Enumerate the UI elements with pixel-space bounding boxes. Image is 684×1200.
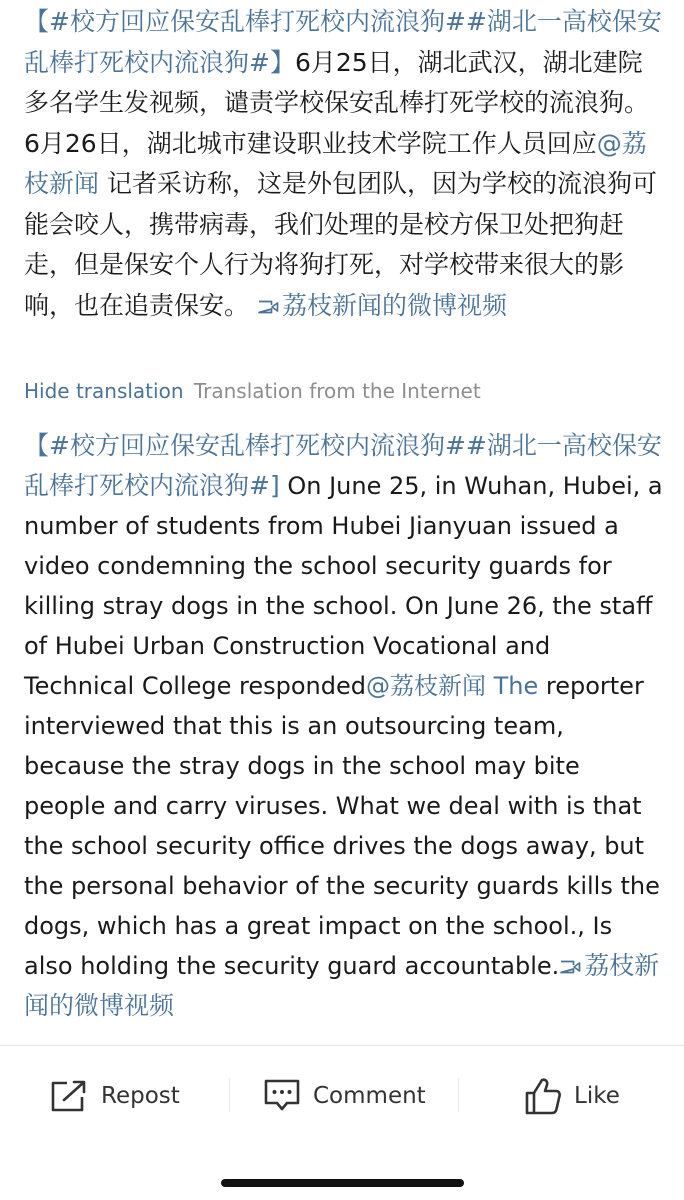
- repost-label: Repost: [101, 1083, 180, 1109]
- post-text-segment: reporter interviewed that this is an outsourcing team, because the stray dogs in the school may bite people and carry viruses. What we deal with is that the school security office drives the dogs away, but the personal behavior of the security guards kills the dogs, which has a great impact on the school., Is also holding the security guard accountable.: [24, 672, 660, 980]
- repost-button[interactable]: [49, 1076, 180, 1116]
- action-separator: [458, 1078, 459, 1112]
- like-button[interactable]: [524, 1076, 620, 1116]
- comment-button[interactable]: [263, 1076, 426, 1116]
- like-icon: [524, 1076, 562, 1116]
- mention-link[interactable]: @荔枝新闻 The: [365, 672, 539, 700]
- video-link-icon: [257, 299, 279, 315]
- hashtag-link[interactable]: 【#校方回应保安乱棒打死校内流浪狗##湖北一高校保安乱棒打死校内流浪狗#】: [24, 7, 662, 77]
- video-link-label: 荔枝新闻的微博视频: [24, 951, 660, 1020]
- repost-icon: [49, 1078, 89, 1114]
- post-text-segment: On June 25, in Wuhan, Hubei, a number of students from Hubei Jianyuan issued a video condemning the school security guards for killing stray dogs in the school. On June 26, the staff of Hubei Urban Construction Vocational and Technical College responded: [24, 472, 663, 700]
- post-text-segment: 6月25日，湖北武汉，湖北建院多名学生发视频，谴责学校保安乱棒打死学校的流浪狗。6月26日，湖北城市建设职业技术学院工作人员回应: [24, 47, 650, 158]
- mention-link[interactable]: @荔枝新闻: [24, 128, 647, 198]
- video-link-label: 荔枝新闻的微博视频: [281, 290, 507, 320]
- translation-bar: [24, 378, 481, 404]
- hide-translation-link[interactable]: Hide translation: [24, 379, 184, 403]
- comment-label: Comment: [313, 1083, 426, 1109]
- post-text-segment: 记者采访称，这是外包团队，因为学校的流浪狗可能会咬人，携带病毒，我们处理的是校方保卫处把狗赶走，但是保安个人行为将狗打死，对学校带来很大的影响，也在追责保安。: [24, 169, 657, 320]
- action-separator: [229, 1078, 230, 1112]
- post-text-translation: [24, 426, 664, 1026]
- home-indicator: [221, 1179, 464, 1187]
- comment-icon: [263, 1077, 301, 1115]
- hashtag-link[interactable]: 【#校方回应保安乱棒打死校内流浪狗##湖北一高校保安乱棒打死校内流浪狗#]: [24, 431, 662, 500]
- translation-source: Translation from the Internet: [193, 379, 481, 403]
- like-label: Like: [574, 1083, 620, 1109]
- video-link-icon: [559, 959, 581, 975]
- video-link[interactable]: [257, 291, 507, 320]
- action-bar: [0, 1046, 684, 1146]
- post-text-chinese: [24, 2, 664, 326]
